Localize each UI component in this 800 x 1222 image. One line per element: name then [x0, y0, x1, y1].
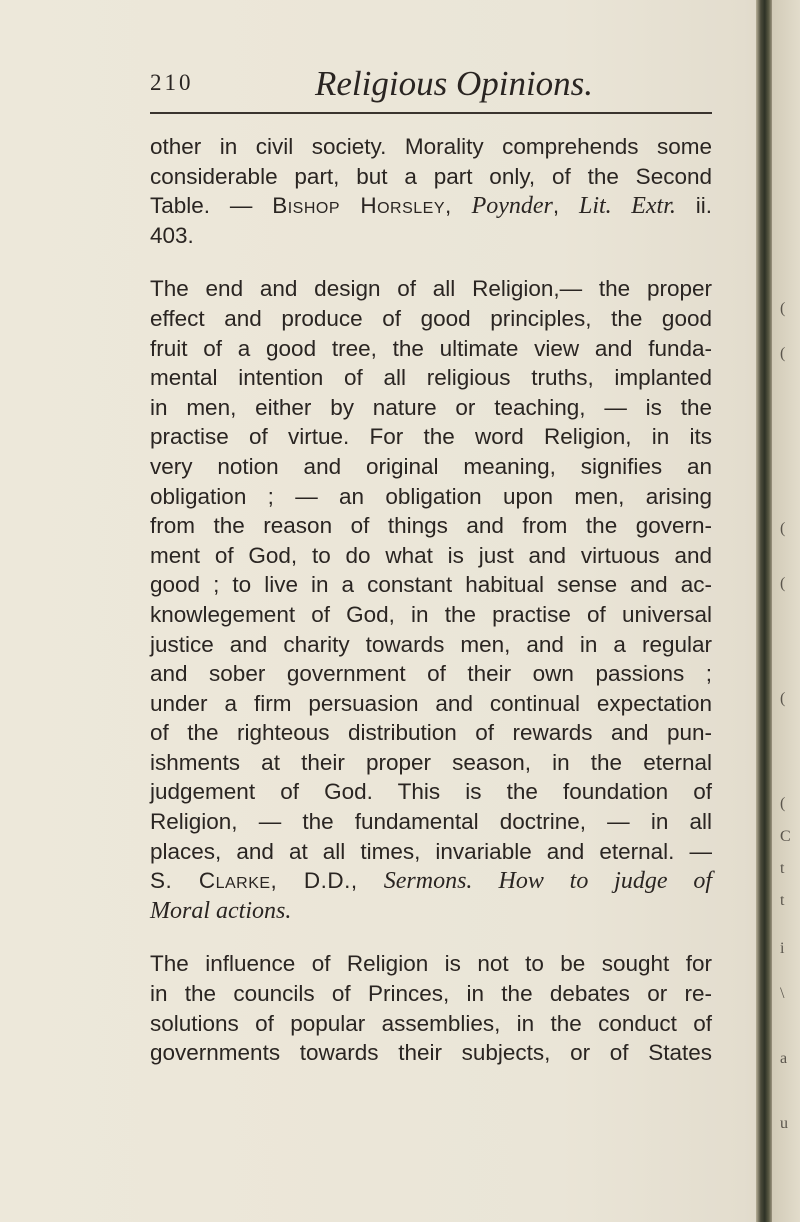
text-line: and sober government of their own passions ;: [150, 661, 712, 687]
bleed-glyph: C: [780, 828, 791, 845]
text-line: [150, 191, 712, 221]
text-line: obligation ; — an obligation upon men, arising: [150, 483, 712, 509]
text-line: solutions of popular assemblies, in the conduct of: [150, 1010, 712, 1036]
text-line: in the councils of Princes, in the debates or re-: [150, 981, 712, 1007]
bleed-glyph: (: [780, 520, 786, 537]
running-title: Religious Opinions.: [315, 64, 594, 103]
citation-author: Bishop Horsley,: [272, 193, 452, 219]
text-line: in men, either by nature or teaching, — is the: [150, 394, 712, 420]
page-number: 210: [150, 70, 194, 95]
bleed-glyph: a: [780, 1050, 788, 1067]
text-line: of the righteous distribution of rewards and pun-: [150, 720, 712, 746]
text-line: considerable part, but a part only, of the Second: [150, 163, 712, 189]
bleed-glyph: t: [780, 860, 785, 877]
facing-page-edge: [772, 0, 800, 1222]
text-line: ishments at their proper season, in the eternal: [150, 749, 712, 775]
text-line: [150, 896, 712, 926]
bleed-glyph: i: [780, 940, 785, 957]
text-line: places, and at all times, invariable and eternal. —: [150, 838, 712, 864]
text-line: knowlegement of God, in the practise of universal: [150, 601, 712, 627]
text-line: judgement of God. This is the foundation of: [150, 779, 712, 805]
text-line: ment of God, to do what is just and virtuous and: [150, 542, 712, 568]
text-line: 403.: [150, 222, 194, 248]
bleed-glyph: (: [780, 345, 786, 362]
paragraph: [150, 132, 712, 250]
text-line: from the reason of things and from the govern-: [150, 513, 712, 539]
text-line: practise of virtue. For the word Religion, in its: [150, 424, 712, 450]
text-line: governments towards their subjects, or of States: [150, 1040, 712, 1066]
bleed-glyph: t: [780, 892, 785, 909]
bleed-glyph: (: [780, 795, 786, 812]
bleed-glyph: (: [780, 575, 786, 592]
text-line: mental intention of all religious truths, implanted: [150, 365, 712, 391]
text-line: Religion, — the fundamental doctrine, — in all: [150, 809, 712, 835]
citation-work: Sermons.: [383, 868, 473, 895]
text-line: The end and design of all Religion,— the proper: [150, 276, 712, 302]
text-line: other in civil society. Morality comprehends some: [150, 134, 712, 159]
bleed-glyph: \: [780, 985, 785, 1002]
text-line: very notion and original meaning, signifies an: [150, 453, 712, 479]
text-line: good ; to live in a constant habitual sense and ac-: [150, 572, 712, 598]
text-line: [150, 866, 712, 896]
binding-gutter: [756, 0, 772, 1222]
citation-author: S. Clarke, D.D.,: [150, 868, 358, 894]
header-rule: [150, 112, 712, 114]
text-line: The influence of Religion is not to be sought for: [150, 951, 712, 977]
text-line: fruit of a good tree, the ultimate view and funda-: [150, 335, 712, 361]
citation-title: How to judge of: [498, 868, 713, 895]
text-line: effect and produce of good principles, the good: [150, 305, 712, 331]
text-line: justice and charity towards men, and in a regular: [150, 631, 712, 657]
citation-work: Poynder: [471, 193, 553, 220]
citation-ref: ii.: [675, 193, 712, 219]
citation-comma: ,: [552, 193, 560, 219]
citation-source: Lit. Extr.: [578, 193, 676, 220]
text-fragment: Table. —: [150, 193, 273, 219]
bleed-glyph: (: [780, 300, 786, 317]
bleed-glyph: u: [780, 1115, 788, 1132]
running-head: [150, 64, 710, 108]
text-line: under a firm persuasion and continual expectation: [150, 690, 712, 716]
citation-title: Moral actions.: [150, 897, 292, 924]
paragraph: [150, 274, 712, 925]
paragraph: [150, 949, 712, 1067]
body-text: [150, 132, 712, 1068]
bleed-glyph: (: [780, 690, 786, 707]
